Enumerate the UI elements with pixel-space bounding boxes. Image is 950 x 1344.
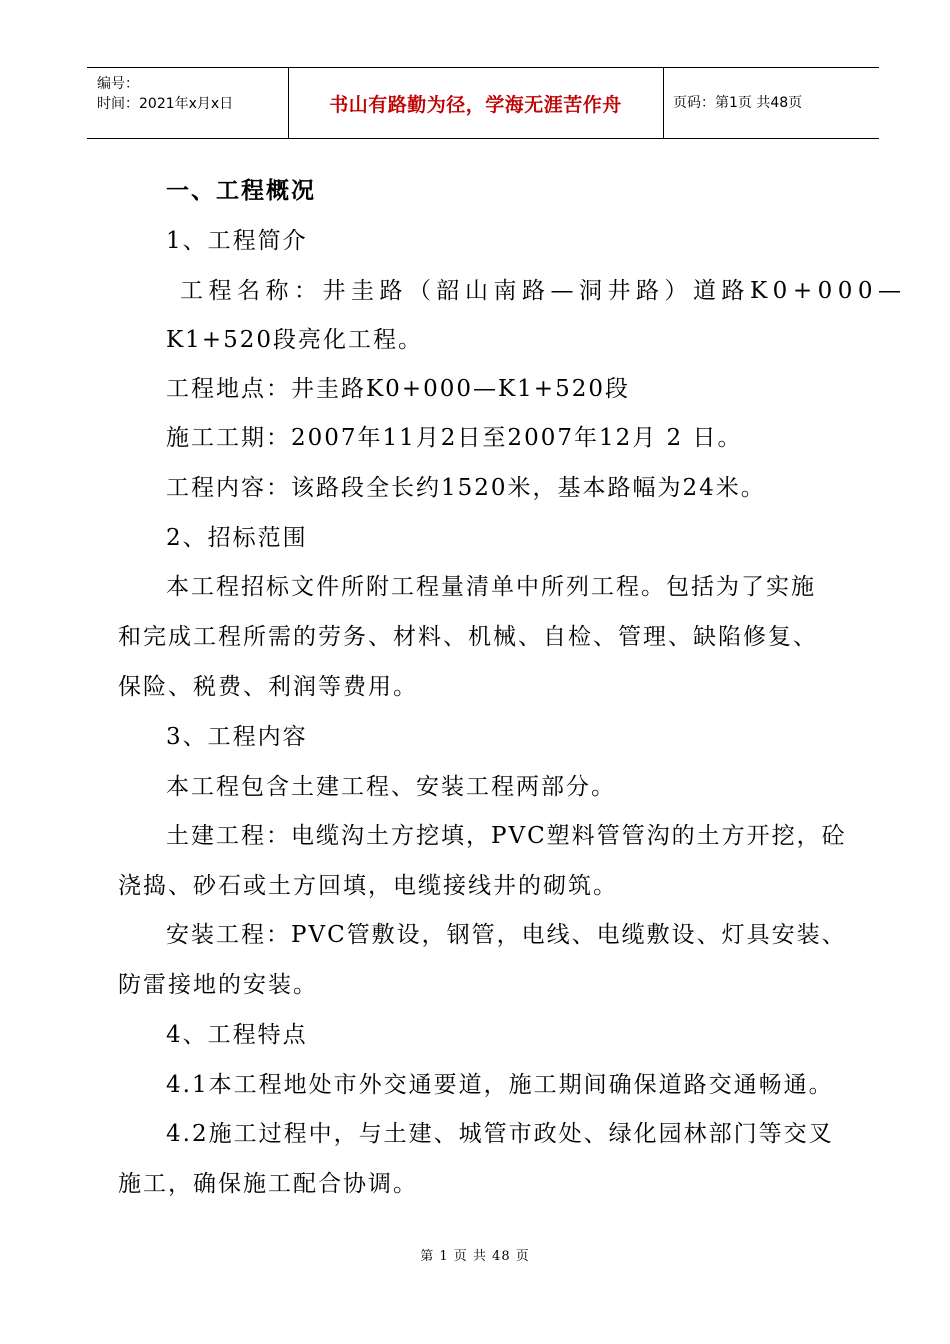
- project-location: 工程地点：井圭路K0+000—K1+520段: [166, 376, 630, 402]
- subsection-title: 1、工程简介: [166, 228, 308, 254]
- paragraph-line: 4.1本工程地处市外交通要道，施工期间确保道路交通畅通。: [166, 1072, 834, 1098]
- header-page-number: 页码：第1页 共48页: [673, 95, 803, 111]
- serial-number-label: 编号：: [97, 76, 139, 92]
- construction-period: 施工工期：2007年11月2日至2007年12月 2 日。: [166, 425, 743, 451]
- paragraph-line: 4.2施工过程中，与土建、城管市政处、绿化园林部门等交叉: [166, 1121, 834, 1147]
- paragraph-line: 浇捣、砂石或土方回填，电缆接线井的砌筑。: [118, 873, 618, 899]
- time-label: 时间：2021年x月x日: [97, 96, 234, 112]
- project-content: 工程内容：该路段全长约1520米，基本路幅为24米。: [166, 475, 766, 501]
- subsection-title: 2、招标范围: [166, 525, 308, 551]
- header-divider: [663, 68, 664, 138]
- paragraph-line: 本工程包含土建工程、安装工程两部分。: [166, 774, 616, 800]
- paragraph-line: 施工，确保施工配合协调。: [118, 1171, 418, 1197]
- paragraph-line: 安装工程：PVC管敷设，钢管，电线、电缆敷设、灯具安装、: [166, 922, 847, 948]
- page-footer: 第 1 页 共 48 页: [420, 1249, 530, 1264]
- header-meta: [97, 74, 233, 114]
- project-name-line-2: K1+520段亮化工程。: [166, 327, 423, 353]
- document-header: [87, 67, 879, 139]
- section-heading: 一、工程概况: [166, 178, 316, 204]
- project-name-line-1: 工程名称：井圭路（韶山南路—洞井路）道路K0+000—: [180, 278, 907, 304]
- header-motto: 书山有路勤为径，学海无涯苦作舟: [329, 93, 622, 116]
- subsection-title: 4、工程特点: [166, 1022, 308, 1048]
- paragraph-line: 土建工程：电缆沟土方挖填，PVC塑料管管沟的土方开挖，砼: [166, 823, 847, 849]
- paragraph-line: 防雷接地的安装。: [118, 972, 318, 998]
- paragraph-line: 保险、税费、利润等费用。: [118, 674, 418, 700]
- paragraph-line: 本工程招标文件所附工程量清单中所列工程。包括为了实施: [166, 574, 816, 600]
- subsection-title: 3、工程内容: [166, 724, 308, 750]
- paragraph-line: 和完成工程所需的劳务、材料、机械、自检、管理、缺陷修复、: [118, 624, 818, 650]
